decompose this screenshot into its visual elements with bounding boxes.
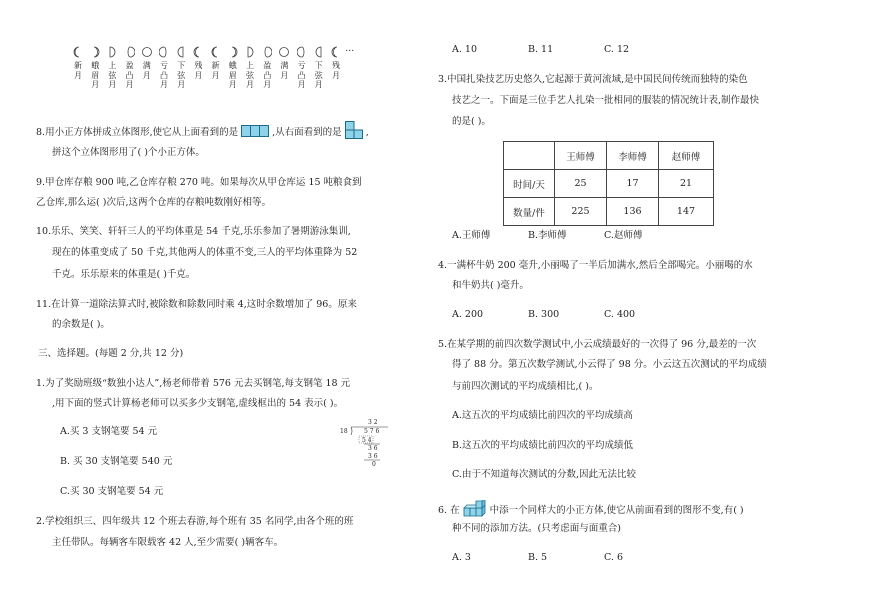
c5-line1: 5.在某学期的前四次数学测试中,小云成绩最好的一次得了 96 分,最差的一次	[438, 339, 757, 350]
moon-icon	[245, 46, 255, 58]
q8-line1	[36, 121, 369, 140]
c5-line2: 得了 88 分。第五次数学测试,小云得了 98 分。小云这五次测试的平均成绩	[452, 359, 767, 370]
table-cell: 225	[555, 198, 607, 226]
moon-phase-item	[294, 46, 310, 90]
moon-phase-shape	[110, 47, 115, 57]
moon-full-shape	[142, 48, 151, 57]
c2-option-a: A. 10	[452, 44, 477, 55]
moon-phase-label: 盈凸月	[263, 61, 272, 89]
moon-phase-item	[190, 46, 206, 80]
right-view-cube-icon	[345, 121, 363, 139]
moon-icon	[176, 46, 186, 58]
moon-full-shape	[280, 48, 289, 57]
moon-phase-shape	[212, 47, 217, 57]
moon-icon	[107, 46, 117, 58]
c4-line2: 和牛奶共( )毫升。	[452, 280, 529, 291]
moon-phase-label: 盈凸月	[125, 61, 134, 89]
table-row	[504, 170, 714, 198]
c3-line1: 3.中国扎染技艺历史悠久,它起源于黄河流域,是中国民间传统而独特的染色	[438, 74, 748, 85]
c3-line2: 技艺之一。下面是三位手艺人扎染一批相同的服装的情况统计表,制作最快	[452, 95, 760, 106]
moon-phase-label: 满月	[280, 61, 289, 80]
moon-phase-item	[122, 46, 138, 90]
table-header-wang: 王师傅	[555, 142, 607, 170]
moon-phase-row	[70, 46, 370, 106]
moon-phase-shape	[297, 47, 304, 57]
q10-line2: 现在的体重变成了 50 千克,其他两人的体重不变,三人的平均体重降为 52	[52, 247, 358, 258]
c6-text-b: 中添一个同样大的小正方体,使它从前面看到的图形不变,有( )	[489, 505, 744, 516]
division-quotient: 3 2	[368, 419, 378, 426]
moon-icon	[90, 46, 100, 58]
c3-line3: 的是( )。	[452, 116, 491, 127]
moon-phase-label: 蛾眉月	[91, 61, 100, 89]
q9-line2: 乙仓库,那么运( )次后,这两个仓库的存粮吨数刚好相等。	[36, 197, 271, 208]
moon-phase-shape	[316, 47, 321, 57]
moon-phase-item	[311, 46, 327, 90]
table-header-li: 李师傅	[607, 142, 659, 170]
division-step-1: 5 4	[362, 437, 372, 444]
table-cell: 25	[555, 170, 607, 198]
table-cell: 17	[607, 170, 659, 198]
moon-phase-label: 亏凸月	[297, 61, 306, 89]
c2-option-b: B. 11	[528, 44, 554, 55]
moon-icon	[73, 46, 83, 58]
moon-phase-item	[156, 46, 172, 90]
c4-option-c: C. 400	[604, 309, 636, 320]
c6-line2: 种不同的添加方法。(只考虑面与面重合)	[452, 523, 621, 534]
c1-option-b: B. 买 30 支钢笔要 540 元	[60, 456, 173, 467]
c4-option-b: B. 300	[528, 309, 560, 320]
top-view-cube-icon	[241, 125, 269, 137]
moon-row-ellipsis: …	[345, 44, 355, 54]
c5-line3: 与前四次测试的平均成绩相比,( )。	[452, 381, 599, 392]
q9-line1: 9.甲仓库存粮 900 吨,乙仓库存粮 270 吨。如果每次从甲仓库运 15 吨粮食到	[36, 177, 362, 188]
long-division-figure	[340, 419, 390, 471]
division-step-3: 3 6	[368, 453, 378, 460]
c5-option-c: C.由于不知道每次测试的分数,因此无法比较	[452, 469, 636, 480]
moon-phase-shape	[232, 47, 237, 57]
moon-phase-item	[242, 46, 258, 90]
moon-phase-item	[259, 46, 275, 90]
c3-option-b: B.李师傅	[528, 230, 567, 241]
table-cell: 147	[659, 198, 714, 226]
c4-option-a: A. 200	[452, 309, 484, 320]
moon-phase-label: 新月	[74, 61, 82, 80]
q10-line1: 10.乐乐、笑笑、轩轩三人的平均体重是 54 千克,乐乐参加了暑期游泳集训,	[36, 226, 351, 237]
division-dividend: 5 7 6	[364, 428, 380, 435]
table-cell: 136	[607, 198, 659, 226]
c1-option-c: C.买 30 支钢笔要 54 元	[60, 486, 164, 497]
q8-text-b: ,从右面看到的是	[272, 127, 342, 138]
c5-option-a: A.这五次的平均成绩比前四次的平均成绩高	[452, 410, 633, 421]
q8-text-a: 8.用小正方体拼成立体图形,使它从上面看到的是	[36, 127, 239, 138]
table-header-zhao: 赵师傅	[659, 142, 714, 170]
moon-phase-label: 满月	[142, 61, 151, 80]
moon-icon	[211, 46, 221, 58]
table-row-label: 时间/天	[504, 170, 555, 198]
moon-phase-item	[225, 46, 241, 90]
moon-icon	[331, 46, 341, 58]
moon-icon	[142, 46, 152, 58]
moon-phase-shape	[74, 47, 79, 57]
cube-stack-icon	[463, 500, 487, 517]
c1-option-a: A.买 3 支钢笔要 54 元	[60, 426, 158, 437]
c6-line1	[438, 500, 744, 518]
c6-option-c: C. 6	[604, 552, 624, 563]
q8-line2: 拼这个立体图形用了( )个小正方体。	[52, 147, 205, 158]
moon-phase-shape	[265, 47, 272, 57]
moon-phase-shape	[194, 47, 199, 57]
c2-line2: 主任带队。每辆客车限载客 42 人,至少需要( )辆客车。	[52, 537, 284, 548]
q8-text-c: ,	[365, 127, 369, 138]
c2-line1: 2.学校组织三、四年级共 12 个班去春游,每个班有 35 名同学,由各个班的班	[36, 516, 354, 527]
division-remainder: 0	[372, 461, 376, 468]
table-row	[504, 198, 714, 226]
moon-phase-label: 上弦月	[108, 61, 117, 89]
moon-phase-shape	[178, 47, 183, 57]
c4-line1: 4.一满杯牛奶 200 毫升,小丽喝了一半后加满水,然后全部喝完。小丽喝的水	[438, 260, 753, 271]
moon-phase-shape	[332, 47, 337, 57]
moon-phase-item	[276, 46, 292, 80]
table-cell: 21	[659, 170, 714, 198]
division-step-2: 3 6	[368, 445, 378, 452]
c1-line1: 1.为了奖励班级“数独小达人”,杨老师带着 576 元去买钢笔,每支钢笔 18 元	[36, 378, 351, 389]
moon-icon	[228, 46, 238, 58]
table-row	[504, 142, 714, 170]
moon-icon	[125, 46, 135, 58]
section-3-heading: 三、选择题。(每题 2 分,共 12 分)	[38, 348, 184, 359]
moon-icon	[297, 46, 307, 58]
moon-icon	[193, 46, 203, 58]
c6-text-a: 6. 在	[438, 505, 460, 516]
moon-phase-item	[139, 46, 155, 80]
moon-icon	[262, 46, 272, 58]
moon-phase-label: 下弦月	[314, 61, 323, 89]
moon-phase-item	[70, 46, 86, 80]
moon-phase-label: 新月	[211, 61, 220, 80]
c1-line2: ,用下面的竖式计算杨老师可以买多少支钢笔,虚线框出的 54 表示( )。	[52, 398, 344, 409]
q11-line1: 11.在计算一道除法算式时,被除数和除数同时乘 4,这时余数增加了 96。原来	[36, 299, 357, 310]
moon-phase-shape	[128, 47, 135, 57]
moon-icon	[159, 46, 169, 58]
c5-option-b: B.这五次的平均成绩比前四次的平均成绩低	[452, 440, 634, 451]
moon-phase-shape	[248, 47, 253, 57]
craftsman-stats-table	[503, 141, 714, 226]
moon-phase-shape	[159, 47, 166, 57]
moon-icon	[314, 46, 324, 58]
moon-phase-label: 蛾眉月	[228, 61, 237, 89]
moon-phase-item	[328, 46, 344, 80]
division-divisor: 18	[340, 428, 348, 435]
moon-phase-item	[208, 46, 224, 80]
c3-option-c: C.赵师傅	[604, 230, 643, 241]
q11-line2: 的余数是( )。	[52, 319, 110, 330]
c6-option-a: A. 3	[452, 552, 471, 563]
moon-phase-shape	[94, 47, 99, 57]
moon-phase-item	[87, 46, 103, 90]
moon-phase-label: 上弦月	[246, 61, 254, 89]
moon-icon	[279, 46, 289, 58]
moon-phase-label: 下弦月	[177, 61, 186, 89]
q10-line3: 千克。乐乐原来的体重是( )千克。	[52, 269, 196, 280]
c3-option-a: A.王师傅	[452, 230, 491, 241]
c2-option-c: C. 12	[604, 44, 630, 55]
moon-phase-label: 残月	[194, 61, 203, 80]
table-row-label: 数量/件	[504, 198, 555, 226]
moon-phase-label: 亏凸月	[160, 61, 168, 89]
table-corner-cell	[504, 142, 555, 170]
c6-option-b: B. 5	[528, 552, 548, 563]
moon-phase-item	[104, 46, 120, 90]
moon-phase-item	[173, 46, 189, 90]
moon-phase-label: 残月	[332, 61, 340, 80]
